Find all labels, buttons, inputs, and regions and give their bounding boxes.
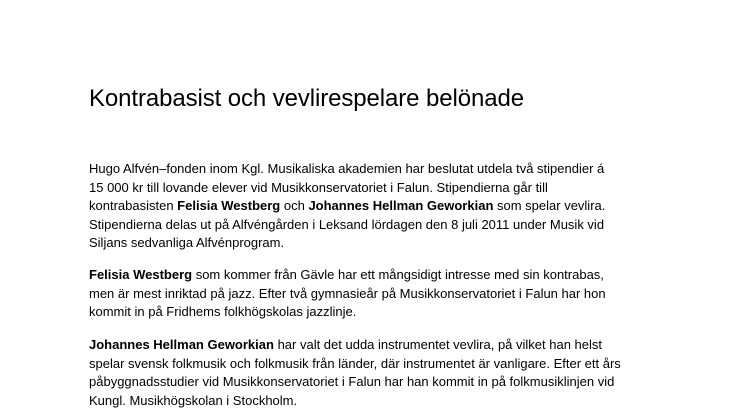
text-line: [89, 266, 679, 285]
text-run: kontrabasisten: [89, 198, 178, 214]
text-line: Hugo Alfvén–fonden inom Kgl. Musikaliska akademien har beslutat utdela två stipendier á: [89, 161, 605, 176]
name-felisia-westberg: Felisia Westberg: [89, 267, 193, 282]
text-line: kommit in på Fridhems folkhögskolas jazzlinje.: [89, 304, 357, 320]
text-line: 15 000 kr till lovande elever vid Musikkonservatoriet i Falun. Stipendierna går till: [89, 179, 548, 195]
text-run: som spelar vevlira.: [493, 198, 606, 214]
text-line: påbyggnadsstudier vid Musikkonservatoriet i Falun har han kommit in på folkmusiklinjen vid: [89, 374, 615, 390]
text-line: [89, 336, 679, 355]
text-run: och: [280, 198, 309, 214]
text-run: har valt det udda instrumentet vevlira, på vilket han helst: [273, 337, 603, 352]
text-run: som kommer från Gävle har ett mångsidigt intresse med sin kontrabas,: [192, 267, 604, 282]
name-johannes-hellman-geworkian: Johannes Hellman Geworkian: [89, 337, 274, 352]
text-line: spelar svensk folkmusik och folkmusik från länder, där instrumentet är vanligare. Efter ett års: [89, 355, 621, 371]
paragraph-announcement: [89, 160, 679, 253]
paragraph-felisia: [89, 266, 679, 322]
text-line: Stipendierna delas ut på Alfvéngården i Leksand lördagen den 8 juli 2011 under Musik vid: [89, 216, 605, 232]
name-johannes-hellman-geworkian: Johannes Hellman Geworkian: [308, 198, 494, 214]
text-line: [89, 197, 679, 216]
paragraph-johannes: [89, 336, 679, 410]
page-title: Kontrabasist och vevlirespelare belönade: [89, 85, 524, 112]
text-line: men är mest inriktad på jazz. Efter två gymnasieår på Musikkonservatoriet i Falun har hon: [89, 285, 606, 301]
text-line: Siljans sedvanliga Alfvénprogram.: [89, 235, 285, 251]
text-line: Kungl. Musikhögskolan i Stockholm.: [89, 392, 298, 408]
name-felisia-westberg: Felisia Westberg: [177, 198, 281, 214]
